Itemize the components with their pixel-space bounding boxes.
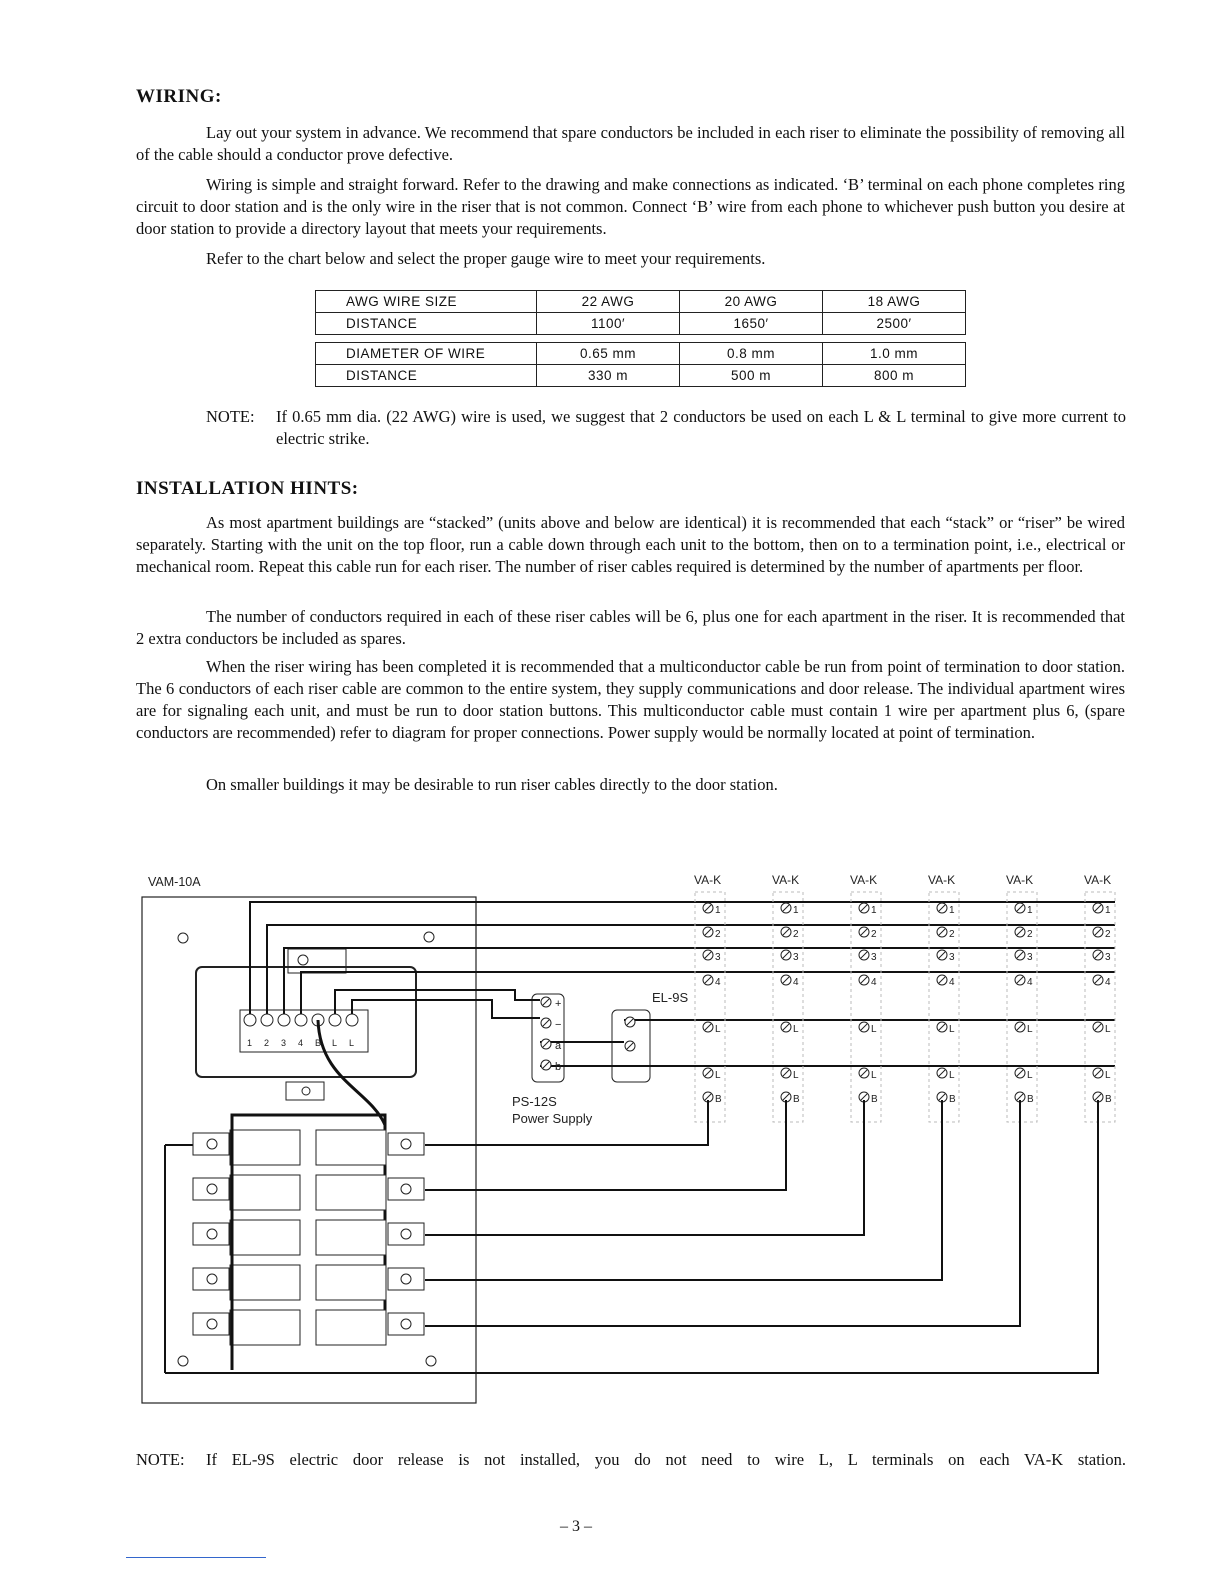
station-terminal-label: L bbox=[793, 1070, 799, 1081]
station-terminal-label: L bbox=[871, 1024, 877, 1035]
note-text: If 0.65 mm dia. (22 AWG) wire is used, we suggest that 2 conductors be used on each L & L terminal to give more current to electric strike. bbox=[276, 407, 1126, 448]
station-outline bbox=[1085, 892, 1115, 1122]
terminal-screw-icon bbox=[401, 1229, 411, 1239]
terminal-screw-icon bbox=[278, 1014, 290, 1026]
power-terminal-label: − bbox=[555, 1019, 562, 1031]
mounting-hole-icon bbox=[426, 1356, 436, 1366]
station-label: VA-K bbox=[772, 873, 800, 887]
mounting-hole-icon bbox=[424, 932, 434, 942]
paragraph-text: As most apartment buildings are “stacked” (units above and below are identical) it is recommended that each “stack” or “riser” be wired separately. Starting with the unit on the top floor, run a cable down through each unit to the bottom, then on to a termination point, i.e., electrical or mechanical room. Repeat this cable run for each riser. The number of riser cables required is determined by the number of apartments per floor. bbox=[136, 513, 1125, 576]
table-cell: 1.0 mm bbox=[823, 343, 966, 365]
station-terminal-label: L bbox=[1105, 1024, 1111, 1035]
terminal-screw-icon bbox=[401, 1274, 411, 1284]
station-terminal-label: 1 bbox=[949, 905, 955, 916]
name-plate bbox=[230, 1310, 300, 1345]
terminal-screw-icon bbox=[401, 1319, 411, 1329]
station-terminal-label: 3 bbox=[793, 952, 799, 963]
station-terminal-label: 2 bbox=[715, 929, 721, 940]
terminal-screw-icon bbox=[346, 1014, 358, 1026]
station-terminal-label: 2 bbox=[949, 929, 955, 940]
station-terminal-label: L bbox=[1027, 1070, 1033, 1081]
station-terminal-label: B bbox=[949, 1094, 956, 1105]
bracket bbox=[286, 1082, 324, 1100]
station-terminal-label: 4 bbox=[1105, 977, 1111, 988]
station-terminal-label: 4 bbox=[949, 977, 955, 988]
name-plate bbox=[316, 1310, 386, 1345]
station-terminal-label: B bbox=[871, 1094, 878, 1105]
station-terminal-label: 4 bbox=[715, 977, 721, 988]
station-terminal-label: 4 bbox=[793, 977, 799, 988]
table-cell: 2500′ bbox=[823, 313, 966, 335]
station-label: VA-K bbox=[1084, 873, 1112, 887]
name-plate bbox=[230, 1265, 300, 1300]
table-cell: 18 AWG bbox=[823, 291, 966, 313]
station-label: VA-K bbox=[694, 873, 722, 887]
station-terminal-label: 4 bbox=[1027, 977, 1033, 988]
station-terminal-label: 2 bbox=[871, 929, 877, 940]
paragraph-text: The number of conductors required in each of these riser cables will be 6, plus one for each apartment in the riser. It is recommended that 2 extra conductors be included as spares. bbox=[136, 607, 1125, 648]
table-cell: 1650′ bbox=[680, 313, 823, 335]
table-cell: 500 m bbox=[680, 365, 823, 387]
table-cell: DISTANCE bbox=[316, 313, 537, 335]
terminal-label: L bbox=[332, 1038, 338, 1048]
terminal-label: B bbox=[315, 1038, 322, 1048]
station-terminal-label: L bbox=[793, 1024, 799, 1035]
power-supply-model: PS-12S bbox=[512, 1094, 557, 1109]
table-cell: 330 m bbox=[537, 365, 680, 387]
station-outline bbox=[695, 892, 725, 1122]
note-label: NOTE: bbox=[136, 1450, 185, 1469]
station-terminal-label: 1 bbox=[1105, 905, 1111, 916]
terminal-screw-icon bbox=[207, 1139, 217, 1149]
power-supply-name: Power Supply bbox=[512, 1111, 593, 1126]
terminal-screw-icon bbox=[261, 1014, 273, 1026]
station-terminal-label: 3 bbox=[871, 952, 877, 963]
installation-heading: INSTALLATION HINTS: bbox=[136, 478, 359, 499]
table-cell: 0.8 mm bbox=[680, 343, 823, 365]
station-outline bbox=[851, 892, 881, 1122]
power-terminal-label: b bbox=[555, 1061, 562, 1073]
mounting-hole-icon bbox=[178, 1356, 188, 1366]
station-terminal-label: L bbox=[949, 1024, 955, 1035]
station-terminal-label: L bbox=[949, 1070, 955, 1081]
terminal-screw-icon bbox=[329, 1014, 341, 1026]
paragraph-text: Lay out your system in advance. We recommend that spare conductors be included in each riser to eliminate the possibility of removing all of the cable should a conductor prove defective. bbox=[136, 123, 1125, 164]
name-plate bbox=[230, 1220, 300, 1255]
station-terminal-label: B bbox=[715, 1094, 722, 1105]
name-plate bbox=[316, 1220, 386, 1255]
terminal-label: L bbox=[349, 1038, 355, 1048]
station-terminal-label: B bbox=[1027, 1094, 1034, 1105]
station-terminal-label: 2 bbox=[1027, 929, 1033, 940]
station-terminal-label: 3 bbox=[715, 952, 721, 963]
paragraph-text: Wiring is simple and straight forward. Refer to the drawing and make connections as indicated. ‘B’ terminal on each phone completes ring circuit to door station and is the only wire in the riser that is not common. Connect ‘B’ wire from each phone to whichever push button you desire at door station to provide a directory layout that meets your requirements. bbox=[136, 175, 1125, 238]
table-cell: 800 m bbox=[823, 365, 966, 387]
terminal-screw-icon bbox=[401, 1184, 411, 1194]
note-label: NOTE: bbox=[206, 407, 255, 426]
power-terminal-label: a bbox=[555, 1040, 562, 1052]
wire bbox=[425, 1100, 864, 1235]
table-cell: AWG WIRE SIZE bbox=[316, 291, 537, 313]
terminal-screw-icon bbox=[207, 1274, 217, 1284]
door-station-label: VAM-10A bbox=[148, 875, 201, 889]
station-terminal-label: L bbox=[1027, 1024, 1033, 1035]
screw-icon bbox=[298, 955, 308, 965]
station-terminal-label: 1 bbox=[871, 905, 877, 916]
terminal-label: 3 bbox=[281, 1038, 287, 1048]
terminal-screw-icon bbox=[207, 1229, 217, 1239]
terminal-screw-icon bbox=[244, 1014, 256, 1026]
station-outline bbox=[929, 892, 959, 1122]
station-terminal-label: 1 bbox=[793, 905, 799, 916]
name-plate bbox=[230, 1175, 300, 1210]
door-release-label: EL-9S bbox=[652, 990, 689, 1005]
paragraph-text: Refer to the chart below and select the proper gauge wire to meet your requirements. bbox=[206, 249, 766, 268]
station-label: VA-K bbox=[928, 873, 956, 887]
name-plate bbox=[316, 1175, 386, 1210]
terminal-label: 1 bbox=[247, 1038, 253, 1048]
wire bbox=[352, 1000, 540, 1018]
wire bbox=[284, 948, 1115, 1014]
station-terminal-label: L bbox=[715, 1070, 721, 1081]
station-terminal-label: 1 bbox=[715, 905, 721, 916]
name-plate bbox=[316, 1265, 386, 1300]
page-number: – 3 – bbox=[560, 1518, 592, 1535]
terminal-screw-icon bbox=[295, 1014, 307, 1026]
terminal-screw-icon bbox=[401, 1139, 411, 1149]
station-label: VA-K bbox=[850, 873, 878, 887]
paragraph-text: When the riser wiring has been completed it is recommended that a multiconductor cable be run from point of termination to door station. The 6 conductors of each riser cable are common to the entire system, they supply communications and door release. The individual apartment wires are for signaling each unit, and must be run to door station buttons. This multiconductor cable must contain 1 wire per apartment plus 6, (spare conductors are recommended) refer to diagram for proper connections. Power supply would be normally located at point of termination. bbox=[136, 657, 1125, 742]
bottom-note bbox=[136, 1450, 1126, 1470]
station-label: VA-K bbox=[1006, 873, 1034, 887]
table-cell: 0.65 mm bbox=[537, 343, 680, 365]
station-terminal-label: 2 bbox=[1105, 929, 1111, 940]
station-terminal-label: 3 bbox=[949, 952, 955, 963]
station-terminal-label: 3 bbox=[1027, 952, 1033, 963]
station-terminal-label: L bbox=[1105, 1070, 1111, 1081]
wire bbox=[165, 1100, 1098, 1373]
wire bbox=[425, 1100, 1020, 1326]
station-terminal-label: B bbox=[1105, 1094, 1112, 1105]
terminal-screw-icon bbox=[207, 1319, 217, 1329]
terminal-label: 4 bbox=[298, 1038, 304, 1048]
terminal-label: 2 bbox=[264, 1038, 270, 1048]
table-cell: DIAMETER OF WIRE bbox=[316, 343, 537, 365]
table-cell: 1100′ bbox=[537, 313, 680, 335]
station-terminal-label: 4 bbox=[871, 977, 877, 988]
name-plate bbox=[316, 1130, 386, 1165]
station-terminal-label: 2 bbox=[793, 929, 799, 940]
station-outline bbox=[773, 892, 803, 1122]
station-terminal-label: 1 bbox=[1027, 905, 1033, 916]
underline-link[interactable] bbox=[126, 1557, 266, 1558]
table-cell: 20 AWG bbox=[680, 291, 823, 313]
mounting-hole-icon bbox=[178, 933, 188, 943]
bracket bbox=[288, 949, 346, 973]
paragraph-text: On smaller buildings it may be desirable to run riser cables directly to the door station. bbox=[206, 775, 778, 794]
wiring-heading: WIRING: bbox=[136, 86, 222, 107]
power-terminal-label: + bbox=[555, 998, 562, 1010]
table-cell: DISTANCE bbox=[316, 365, 537, 387]
station-terminal-label: B bbox=[793, 1094, 800, 1105]
wire bbox=[318, 1020, 385, 1125]
screw-icon bbox=[302, 1087, 310, 1095]
table-cell: 22 AWG bbox=[537, 291, 680, 313]
note-text: If EL-9S electric door release is not installed, you do not need to wire L, L terminals on each VA-K station. bbox=[206, 1450, 1126, 1469]
terminal-screw-icon bbox=[207, 1184, 217, 1194]
station-terminal-label: L bbox=[871, 1070, 877, 1081]
station-outline bbox=[1007, 892, 1037, 1122]
name-plate bbox=[230, 1130, 300, 1165]
station-terminal-label: L bbox=[715, 1024, 721, 1035]
station-terminal-label: 3 bbox=[1105, 952, 1111, 963]
